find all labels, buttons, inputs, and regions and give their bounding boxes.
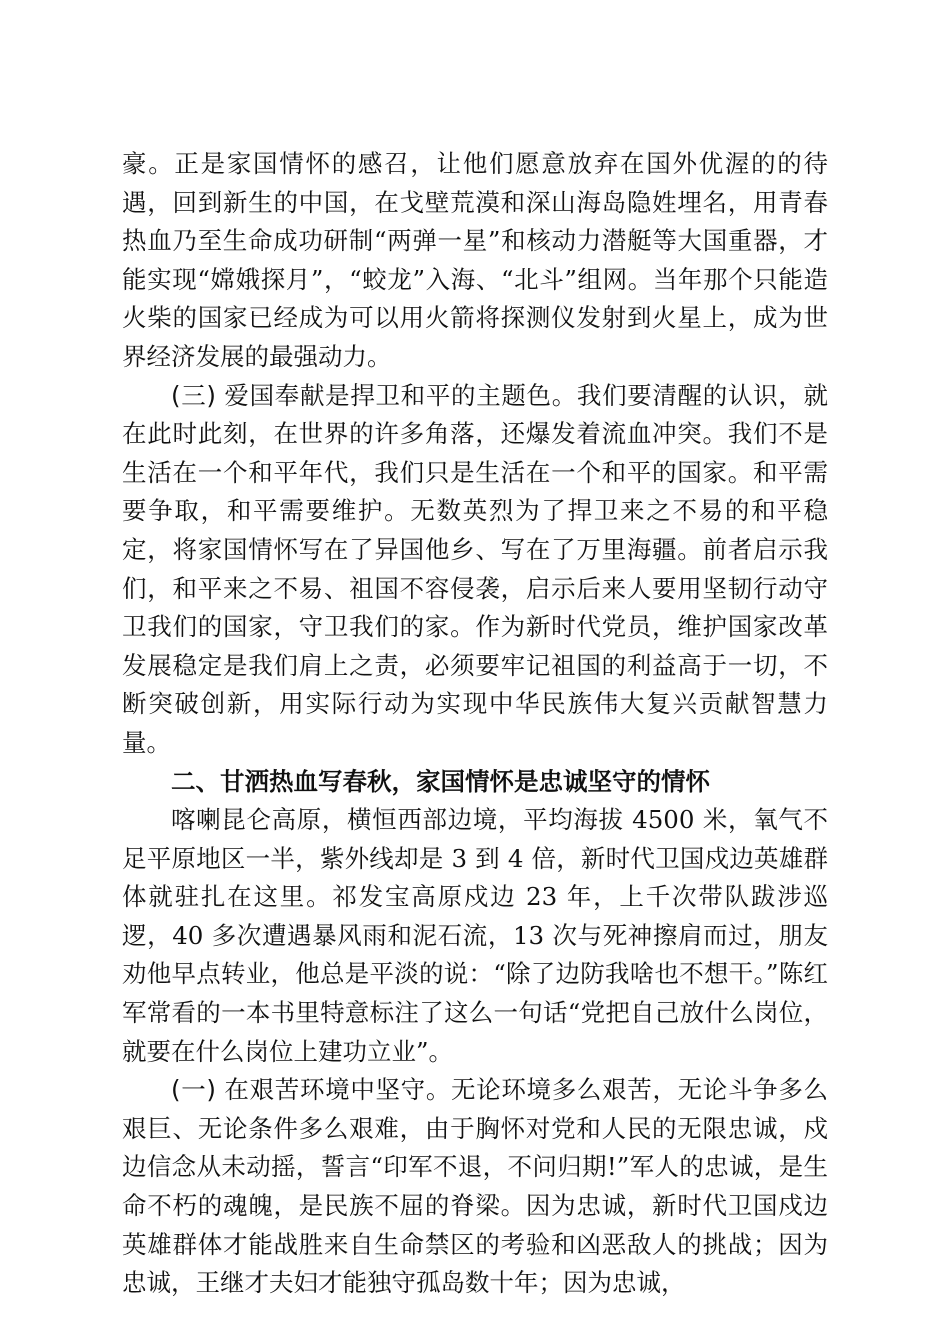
paragraph-2-body: 我们要清醒的认识，就在此时此刻，在世界的许多角落，还爆发着流血冲突。我们不是生活在一个和平年代，我们只是生活在一个和平的国家。和平需要争取，和平需要维护。无数英烈为了捍卫来之不易的和平稳定，将家国情怀写在了异国他乡、写在了万里海疆。前者启示我们，和平来之不易、祖国不容侵袭，启示后来人要用坚韧行动守卫我们的国家，守卫我们的家。作为新时代党员，维护国家改革发展稳定是我们肩上之责，必须要牢记祖国的利益高于一切，不断突破创新，用实际行动为实现中华民族伟大复兴贡献智慧力量。 bbox=[122, 380, 829, 757]
paragraph-3: 喀喇昆仑高原，横恒西部边境，平均海拔 4500 米，氧气不足平原地区一半，紫外线却是 3 到 4 倍，新时代卫国戍边英雄群体就驻扎在这里。祁发宝高原戍边 23 年，上千次带队跋涉巡逻，40 多次遭遇暴风雨和泥石流，13 次与死神擦肩而过，朋友劝他早点转业，他总是平淡的说：“除了边防我啥也不想干。”陈红军常看的一本书里特意标注了这么一句话“党把自己放什么岗位，就要在什么岗位上建功立业”。 bbox=[122, 805, 828, 1066]
paragraph-4 bbox=[122, 1071, 828, 1303]
paragraph-1: 豪。正是家国情怀的感召，让他们愿意放弃在国外优渥的的待遇，回到新生的中国，在戈壁荒漠和深山海岛隐姓埋名，用青春热血乃至生命成功研制“两弹一星”和核动力潜艇等大国重器，才能实现“嫦娥探月”，“蛟龙”入海、“北斗”组网。当年那个只能造火柴的国家已经成为可以用火箭将探测仪发射到火星上，成为世界经济发展的最强动力。 bbox=[122, 149, 828, 371]
section-heading-2: 二、甘洒热血写春秋，家国情怀是忠诚坚守的情怀 bbox=[171, 766, 710, 796]
paragraph-2-lead: (三) 爱国奉献是捍卫和平的主题色。 bbox=[171, 380, 577, 410]
paragraph-4-lead: (一) 在艰苦环境中坚守。 bbox=[171, 1075, 452, 1105]
document-body bbox=[122, 145, 828, 1303]
paragraph-4-body: 无论环境多么艰苦，无论斗争多么艰巨、无论条件多么艰难，由于胸怀对党和人民的无限忠诚，戍边信念从未动摇，誓言“印军不退，不问归期!”军人的忠诚，是生命不朽的魂魄，是民族不屈的脊梁。因为忠诚，新时代卫国戍边英雄群体才能战胜来自生命禁区的考验和凶恶敌人的挑战；因为忠诚，王继才夫妇才能独守孤岛数十年；因为忠诚， bbox=[122, 1075, 829, 1298]
paragraph-2 bbox=[122, 377, 828, 763]
